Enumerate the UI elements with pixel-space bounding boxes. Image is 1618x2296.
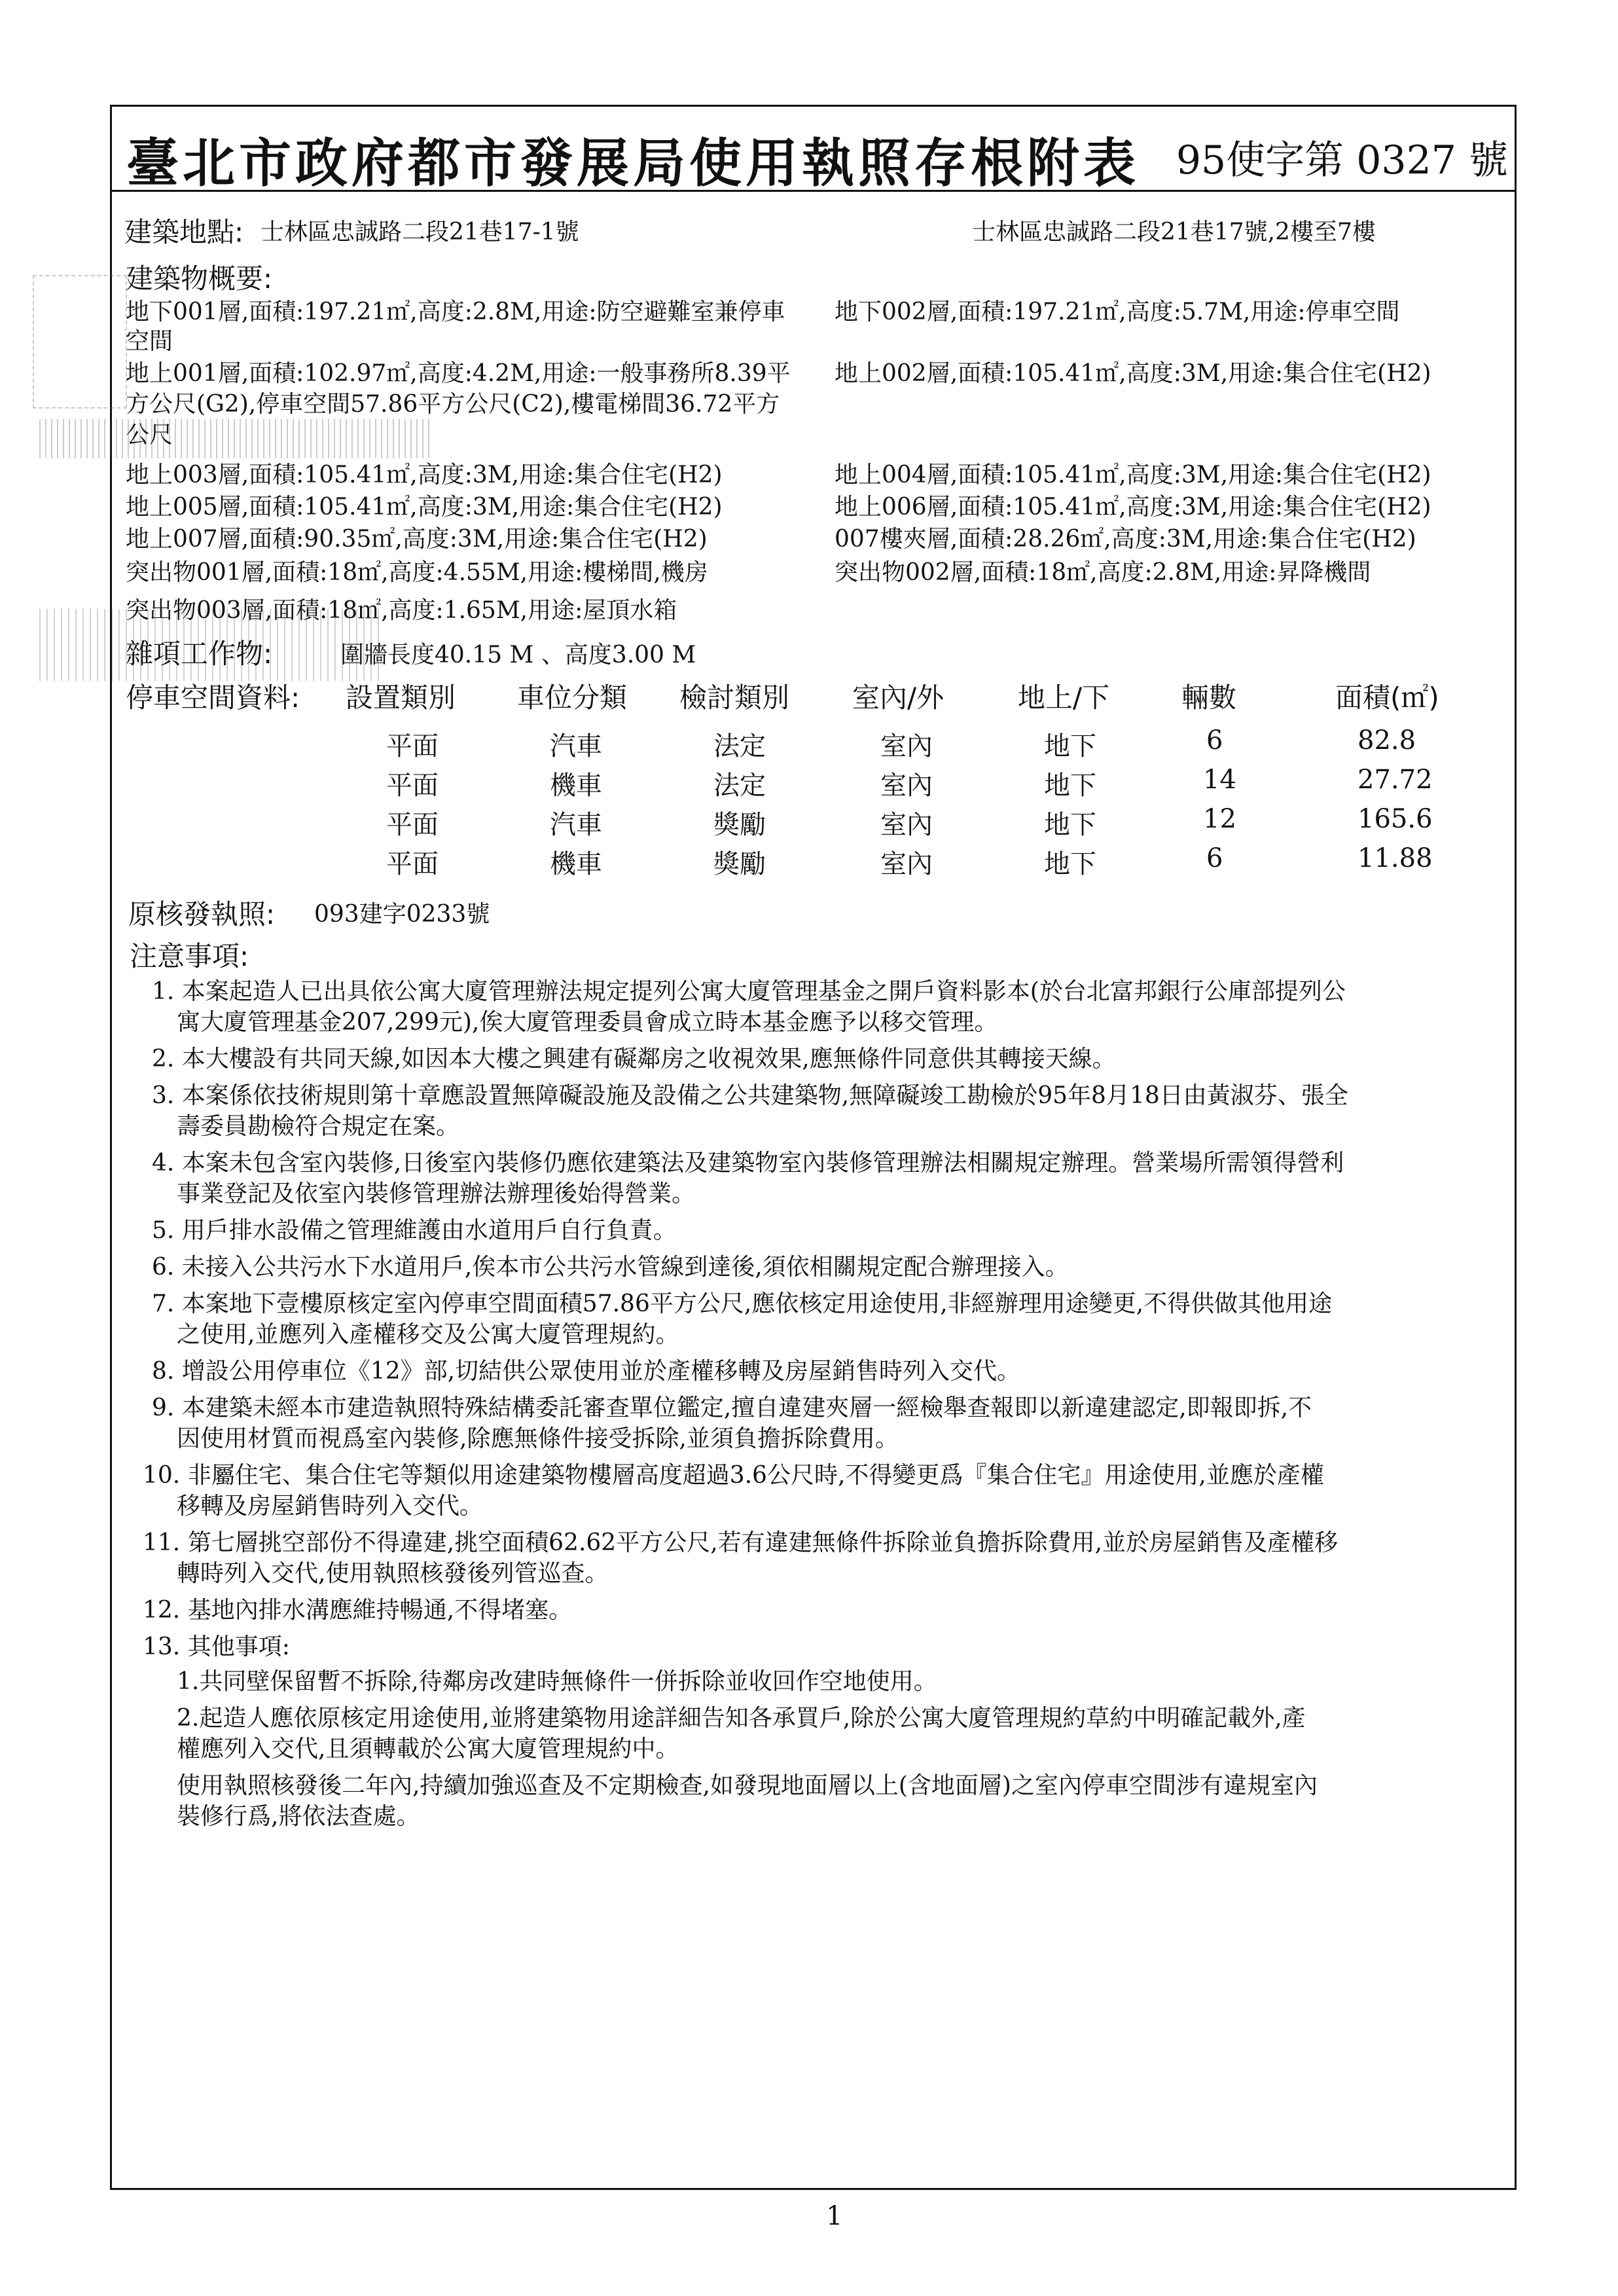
parking-col-header: 地上/下 [1018, 682, 1110, 714]
floor-line: 地上007層,面積:90.35㎡,高度:3M,用途:集合住宅(H2) [126, 526, 708, 553]
parking-col-header: 設置類別 [346, 682, 456, 714]
note-line: 12. 基地內排水溝應維持暢通,不得堵塞。 [143, 1597, 573, 1624]
parking-cell: 地下 [1044, 810, 1096, 840]
floor-line: 突出物003層,面積:18㎡,高度:1.65M,用途:屋頂水箱 [126, 597, 677, 624]
floor-line: 突出物001層,面積:18㎡,高度:4.55M,用途:樓梯間,機房 [126, 559, 708, 586]
document-title: 臺北市政府都市發展局使用執照存根附表 [126, 132, 1140, 194]
floor-line: 地上002層,面積:105.41㎡,高度:3M,用途:集合住宅(H2) [835, 360, 1431, 387]
floor-line: 地上003層,面積:105.41㎡,高度:3M,用途:集合住宅(H2) [126, 462, 723, 488]
address-value: 士林區忠誠路二段21巷17-1號 [261, 219, 579, 246]
parking-col-header: 車位分類 [517, 682, 628, 714]
parking-cell: 11.88 [1357, 843, 1433, 873]
parking-cell: 平面 [386, 849, 439, 879]
floor-line: 空間 [126, 328, 173, 355]
note-line: 事業登記及依室內裝修管理辦法辦理後始得營業。 [177, 1180, 696, 1207]
parking-cell: 法定 [713, 771, 766, 801]
floor-line: 公尺 [126, 422, 173, 448]
original-license-label: 原核發執照: [128, 898, 276, 930]
parking-cell: 地下 [1044, 771, 1096, 801]
note-line: 4. 本案未包含室內裝修,日後室內裝修仍應依建築法及建築物室內裝修管理辦法相關規定辦理。營業場所需領得營利 [152, 1150, 1344, 1176]
note-line: 2. 本大樓設有共同天線,如因本大樓之興建有礙鄰房之收視效果,應無條件同意供其轉接天線。 [152, 1046, 1116, 1072]
floor-line: 方公尺(G2),停車空間57.86平方公尺(C2),樓電梯間36.72平方 [126, 391, 780, 418]
note-line: 轉時列入交代,使用執照核發後列管巡查。 [177, 1560, 609, 1587]
parking-col-header: 面積(㎡) [1335, 682, 1439, 714]
parking-col-header: 檢討類別 [679, 682, 790, 714]
misc-label: 雜項工作物: [126, 638, 273, 670]
title-bar [112, 107, 1515, 192]
parking-cell: 獎勵 [713, 810, 766, 840]
page-number: 1 [826, 2201, 843, 2231]
note-line: 2.起造人應依原核定用途使用,並將建築物用途詳細告知各承買戶,除於公寓大廈管理規約草約中明確記載外,產 [177, 1705, 1306, 1732]
note-line: 1.共同壁保留暫不拆除,待鄰房改建時無條件一併拆除並收回作空地使用。 [177, 1668, 937, 1695]
parking-cell: 室內 [880, 849, 933, 879]
scan-artifact [33, 275, 127, 409]
floor-line: 突出物002層,面積:18㎡,高度:2.8M,用途:昇降機間 [835, 559, 1371, 586]
note-line: 7. 本案地下壹樓原核定室內停車空間面積57.86平方公尺,應依核定用途使用,非經辦理用途變更,不得供做其他用途 [152, 1290, 1333, 1317]
note-line: 13. 其他事項: [143, 1633, 290, 1660]
note-line: 8. 增設公用停車位《12》部,切結供公眾使用並於產權移轉及房屋銷售時列入交代。 [152, 1358, 1021, 1385]
parking-cell: 82.8 [1357, 725, 1416, 756]
note-line: 11. 第七層挑空部份不得違建,挑空面積62.62平方公尺,若有違建無條件拆除並負擔拆除費用,並於房屋銷售及產權移 [143, 1529, 1339, 1556]
note-line: 壽委員勘檢符合規定在案。 [177, 1113, 460, 1140]
parking-cell: 27.72 [1357, 765, 1433, 795]
address-label: 建築地點: [124, 216, 244, 248]
note-line: 因使用材質而視爲室內裝修,除應無條件接受拆除,並須負擔拆除費用。 [177, 1425, 899, 1452]
parking-cell: 汽車 [550, 810, 602, 840]
parking-col-header: 室內/外 [852, 682, 944, 714]
note-line: 9. 本建築未經本市建造執照特殊結構委託審查單位鑑定,擅自違建夾層一經檢舉查報即以新違建認定,即報即拆,不 [152, 1394, 1312, 1421]
parking-cell: 獎勵 [713, 849, 766, 879]
parking-cell: 機車 [550, 771, 602, 801]
note-line: 權應列入交代,且須轉載於公寓大廈管理規約中。 [177, 1736, 679, 1762]
floor-line: 地上004層,面積:105.41㎡,高度:3M,用途:集合住宅(H2) [835, 462, 1431, 488]
original-license-value: 093建字0233號 [314, 901, 490, 928]
parking-cell: 法定 [713, 731, 766, 761]
note-line: 1. 本案起造人已出具依公寓大廈管理辦法規定提列公寓大廈管理基金之開戶資料影本(於台北富邦銀行公庫部提列公 [152, 978, 1346, 1005]
floor-line: 地上005層,面積:105.41㎡,高度:3M,用途:集合住宅(H2) [126, 494, 723, 520]
parking-cell: 6 [1206, 725, 1223, 756]
floor-line: 地上006層,面積:105.41㎡,高度:3M,用途:集合住宅(H2) [835, 494, 1431, 520]
floor-line: 地下001層,面積:197.21㎡,高度:2.8M,用途:防空避難室兼停車 [126, 299, 785, 325]
note-line: 6. 未接入公共污水下水道用戶,俟本市公共污水管線到達後,須依相關規定配合辦理接入。 [152, 1254, 1069, 1281]
parking-cell: 室內 [880, 731, 933, 761]
note-line: 裝修行爲,將依法查處。 [177, 1803, 420, 1830]
parking-cell: 14 [1203, 765, 1236, 795]
note-line: 使用執照核發後二年內,持續加強巡查及不定期檢查,如發現地面層以上(含地面層)之室內停車空間涉有違規室內 [177, 1772, 1318, 1799]
parking-cell: 平面 [386, 731, 439, 761]
building-label: 建築物概要: [126, 263, 273, 295]
parking-cell: 地下 [1044, 731, 1096, 761]
note-line: 3. 本案係依技術規則第十章應設置無障礙設施及設備之公共建築物,無障礙竣工勘檢於95年8月18日由黃淑芬、張全 [152, 1082, 1348, 1109]
floor-line: 007樓夾層,面積:28.26㎡,高度:3M,用途:集合住宅(H2) [835, 526, 1416, 553]
scan-artifact [39, 419, 432, 458]
note-line: 5. 用戶排水設備之管理維護由水道用戶自行負責。 [152, 1217, 677, 1244]
parking-cell: 165.6 [1357, 804, 1433, 834]
parking-col-header: 輛數 [1181, 682, 1237, 714]
parking-cell: 平面 [386, 771, 439, 801]
parking-cell: 室內 [880, 810, 933, 840]
permit-number: 95使字第 0327 號 [1176, 137, 1508, 183]
parking-cell: 室內 [880, 771, 933, 801]
parking-cell: 機車 [550, 849, 602, 879]
misc-value: 圍牆長度40.15 M 、高度3.00 M [340, 642, 696, 668]
note-line: 10. 非屬住宅、集合住宅等類似用途建築物樓層高度超過3.6公尺時,不得變更爲『集合住宅』用途使用,並應於產權 [143, 1462, 1324, 1489]
parking-cell: 汽車 [550, 731, 602, 761]
parking-cell: 12 [1203, 804, 1236, 834]
floor-line: 地下002層,面積:197.21㎡,高度:5.7M,用途:停車空間 [835, 299, 1400, 325]
parking-cell: 地下 [1044, 849, 1096, 879]
parking-cell: 6 [1206, 843, 1223, 873]
floor-line: 地上001層,面積:102.97㎡,高度:4.2M,用途:一般事務所8.39平 [126, 360, 791, 387]
notes-label: 注意事項: [130, 940, 249, 972]
note-line: 移轉及房屋銷售時列入交代。 [177, 1493, 484, 1520]
parking-cell: 平面 [386, 810, 439, 840]
address-value-2: 士林區忠誠路二段21巷17號,2樓至7樓 [972, 219, 1376, 246]
parking-label: 停車空間資料: [126, 682, 300, 714]
note-line: 寓大廈管理基金207,299元),俟大廈管理委員會成立時本基金應予以移交管理。 [177, 1009, 998, 1036]
note-line: 之使用,並應列入產權移交及公寓大廈管理規約。 [177, 1321, 679, 1348]
